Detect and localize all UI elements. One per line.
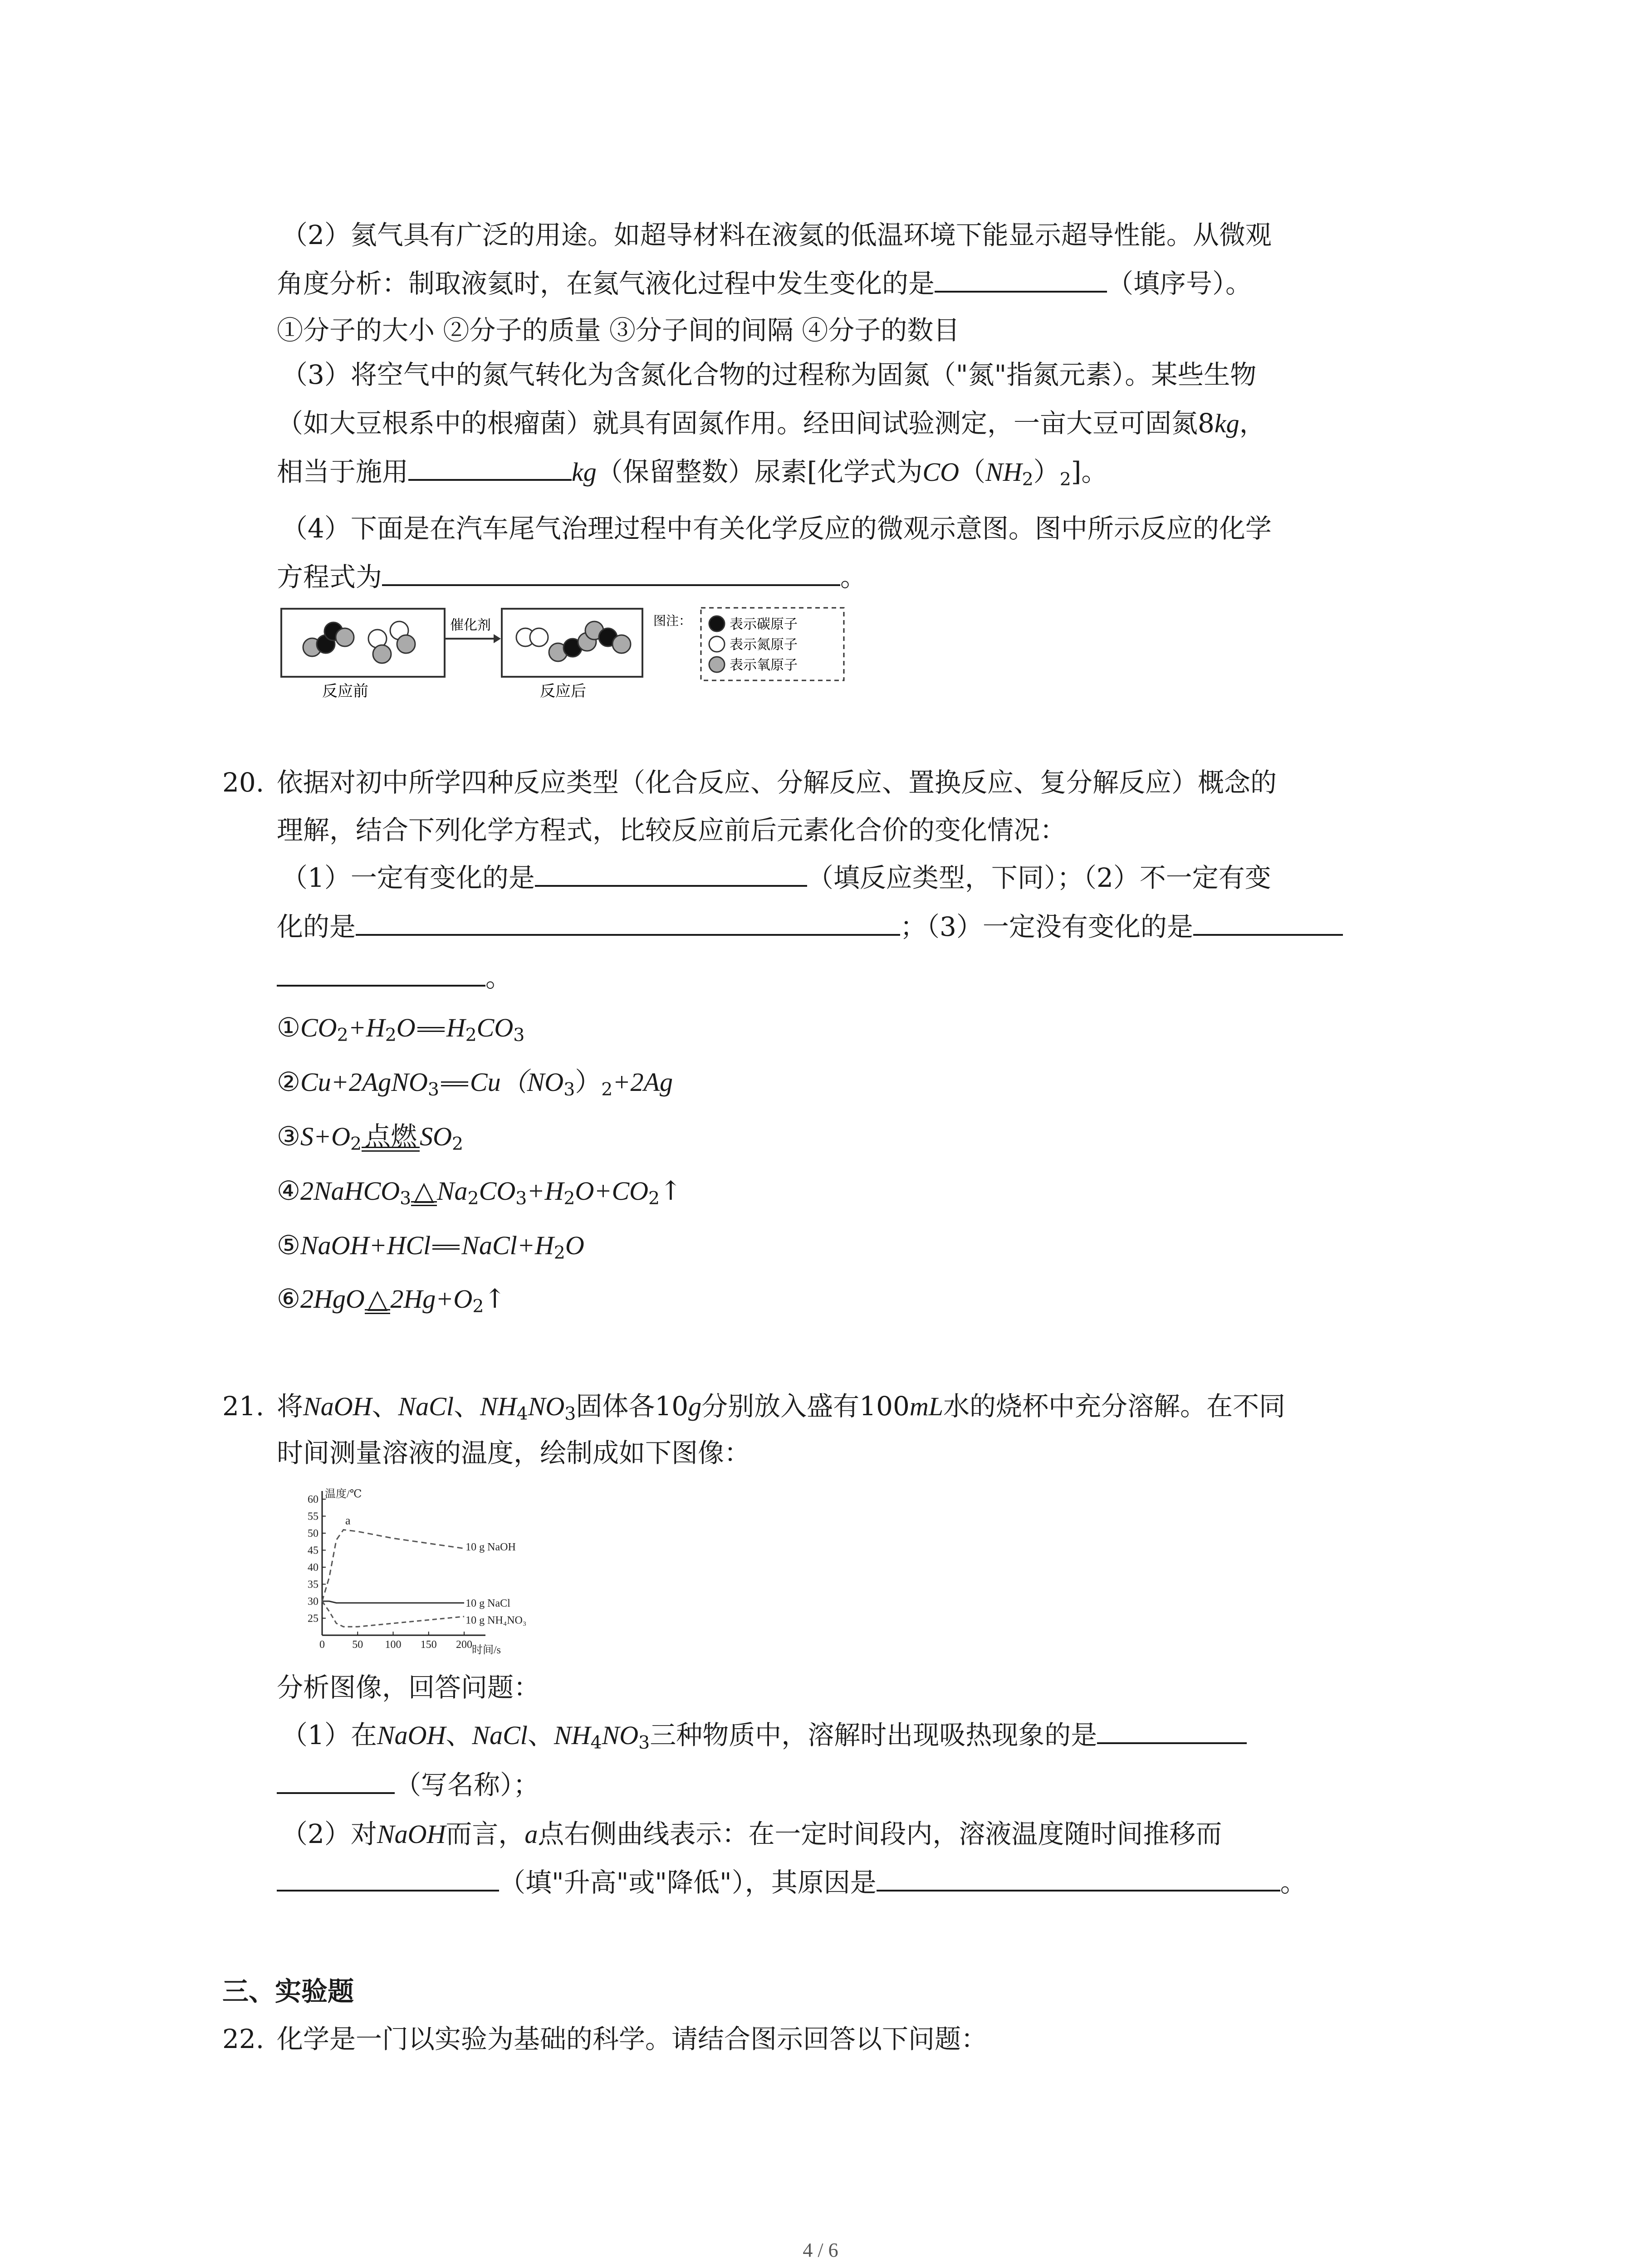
answer-blank[interactable] bbox=[535, 861, 807, 887]
equation-4: ④2NaHCO$_3$ △ $Na_2CO_3+H_2O+CO_2↑$ bbox=[277, 1173, 682, 1217]
legend-nitrogen: 表示氮原子 bbox=[730, 637, 798, 652]
q19-part4-line1: （4）下面是在汽车尾气治理过程中有关化学反应的微观示意图。图中所示反应的化学 bbox=[281, 513, 1272, 544]
gas-arrow-icon: ↑ bbox=[660, 1175, 682, 1206]
series-label-2: 10 g NaCl bbox=[465, 1597, 510, 1609]
q20-number: 20. bbox=[222, 767, 265, 798]
equation-3: $③S+O_2$ 点燃 $SO_2$ bbox=[277, 1118, 463, 1162]
q21-number: 21. bbox=[222, 1391, 265, 1422]
carbon-legend-icon bbox=[709, 616, 725, 631]
q22-text: 化学是一门以实验为基础的科学。请结合图示回答以下问题： bbox=[277, 2024, 988, 2054]
equation-2: ②Cu+2AgNO$_3$ $Cu(NO_3)_2+2Ag$ bbox=[277, 1066, 673, 1100]
q20-line2: 理解，结合下列化学方程式，比较反应前后元素化合价的变化情况： bbox=[277, 815, 1067, 846]
series-line-3 bbox=[322, 1601, 464, 1627]
series-label-3: 10 g NH₄NO₃ bbox=[465, 1614, 527, 1627]
legend-title: 图注： bbox=[653, 614, 692, 628]
y-tick-label: 35 bbox=[308, 1579, 318, 1591]
answer-blank[interactable] bbox=[356, 910, 900, 936]
page-number: 4 / 6 bbox=[803, 2239, 838, 2261]
q19-part3-line2: （如大豆根系中的根瘤菌）就具有固氮作用。经田间试验测定，一亩大豆可固氮8kg， bbox=[277, 408, 1266, 439]
oxygen-atom bbox=[612, 635, 631, 653]
answer-blank[interactable] bbox=[935, 267, 1107, 293]
q19-part4-line2: 方程式为 。 bbox=[277, 562, 867, 592]
catalyst-label: 催化剂 bbox=[450, 618, 491, 633]
answer-blank[interactable] bbox=[408, 455, 572, 481]
q19-part2-line1: （2）氦气具有广泛的用途。如超导材料在液氦的低温环境下能显示超导性能。从微观 bbox=[281, 220, 1272, 250]
answer-blank[interactable] bbox=[1193, 910, 1343, 936]
answer-blank[interactable] bbox=[277, 1866, 499, 1892]
oxygen-legend-icon bbox=[709, 657, 725, 672]
x-tick-label: 150 bbox=[420, 1639, 437, 1651]
answer-blank[interactable] bbox=[877, 1866, 1280, 1892]
legend-carbon: 表示碳原子 bbox=[730, 617, 798, 632]
answer-blank[interactable] bbox=[1097, 1719, 1247, 1744]
reaction-condition: △ bbox=[411, 1173, 437, 1209]
y-tick-label: 40 bbox=[308, 1562, 318, 1574]
gas-arrow-icon: ↑ bbox=[484, 1283, 506, 1314]
q20-line3: （1）一定有变化的是 （填反应类型，下同）；（2）不一定有变 bbox=[281, 862, 1271, 893]
y-tick-label: 25 bbox=[308, 1613, 318, 1625]
nitrogen-legend-icon bbox=[709, 636, 725, 652]
equals-sign bbox=[432, 1245, 460, 1250]
reaction-condition: △ bbox=[365, 1281, 391, 1317]
answer-blank[interactable] bbox=[382, 561, 840, 586]
y-tick-label: 60 bbox=[308, 1494, 318, 1505]
y-tick-label: 55 bbox=[308, 1510, 318, 1523]
oxygen-atom bbox=[373, 645, 391, 663]
x-tick-label: 200 bbox=[456, 1639, 473, 1651]
q21-sub1-line2: （写名称）； bbox=[277, 1767, 539, 1803]
q19-part2-options: ①分子的大小 ②分子的质量 ③分子间的间隔 ④分子的数目 bbox=[277, 315, 960, 346]
x-tick-label: 100 bbox=[385, 1639, 402, 1651]
q20-line4: 化的是 ；（3）一定没有变化的是 bbox=[277, 909, 1343, 945]
equals-sign bbox=[441, 1081, 468, 1086]
y-tick-label: 50 bbox=[308, 1528, 318, 1540]
q19-part3-line1: （3）将空气中的氮气转化为含氮化合物的过程称为固氮（"氮"指氮元素）。某些生物 bbox=[281, 359, 1257, 390]
q21-analysis: 分析图像，回答问题： bbox=[277, 1672, 540, 1703]
q22-number: 22. bbox=[222, 2024, 265, 2054]
after-label: 反应后 bbox=[540, 683, 586, 700]
point-a-label: a bbox=[345, 1514, 351, 1527]
legend-oxygen: 表示氧原子 bbox=[730, 658, 798, 673]
q20-line1: 依据对初中所学四种反应类型（化合反应、分解反应、置换反应、复分解反应）概念的 bbox=[277, 767, 1277, 798]
equation-5: ⑤NaOH+HCl $NaCl+H_2O$ bbox=[277, 1230, 584, 1263]
q19-part3-line3: 相当于施用 kg（保留整数）尿素[化学式为$CO(NH_2)_2$]。 bbox=[277, 456, 1108, 490]
answer-blank[interactable] bbox=[277, 1769, 395, 1794]
equals-sign bbox=[417, 1027, 445, 1032]
reaction-condition: 点燃 bbox=[362, 1118, 420, 1154]
oxygen-atom bbox=[336, 628, 354, 646]
q21-sub1-line1: （1）在NaOH、NaCl、$NH_4NO_3$三种物质中，溶解时出现吸热现象的是 bbox=[281, 1717, 1247, 1761]
series-label-1: 10 g NaOH bbox=[465, 1541, 516, 1553]
series-line-1 bbox=[322, 1530, 464, 1602]
equation-6: ⑥2HgO △ $2Hg+O_2↑$ bbox=[277, 1281, 506, 1325]
q19-part2-line2: 角度分析：制取液氦时，在氦气液化过程中发生变化的是 （填序号）。 bbox=[277, 268, 1252, 299]
q21-sub2-line1: （2）对NaOH而言，a点右侧曲线表示：在一定时间段内，溶液温度随时间推移而 bbox=[281, 1818, 1222, 1849]
series-line-2 bbox=[322, 1601, 464, 1603]
x-tick-label: 0 bbox=[319, 1639, 325, 1651]
x-tick-label: 50 bbox=[352, 1639, 363, 1651]
equation-1: $①CO_2+H_2O$ $H_2CO_3$ bbox=[277, 1012, 525, 1046]
section-title: 三、实验题 bbox=[222, 1976, 354, 2007]
y-axis-label: 温度/℃ bbox=[325, 1488, 362, 1500]
x-axis-label: 时间/s bbox=[472, 1644, 501, 1656]
arrow-head bbox=[494, 634, 501, 643]
before-label: 反应前 bbox=[322, 683, 368, 700]
q21-line1: 将NaOH、NaCl、$NH_4NO_3$固体各10g分别放入盛有100mL水的烧杯中充分溶解。在不同 bbox=[277, 1391, 1286, 1424]
y-tick-label: 30 bbox=[308, 1596, 318, 1608]
temperature-chart bbox=[272, 1481, 599, 1662]
q21-line2: 时间测量溶液的温度，绘制成如下图像： bbox=[277, 1437, 751, 1468]
answer-blank[interactable] bbox=[277, 961, 485, 987]
q21-sub2-line2: （填"升高"或"降低"），其原因是 。 bbox=[277, 1864, 1307, 1901]
q20-line5: 。 bbox=[277, 959, 512, 996]
y-tick-label: 45 bbox=[308, 1545, 318, 1557]
oxygen-atom bbox=[397, 635, 415, 653]
reaction-diagram bbox=[277, 603, 857, 708]
nitrogen-atom bbox=[530, 628, 548, 646]
